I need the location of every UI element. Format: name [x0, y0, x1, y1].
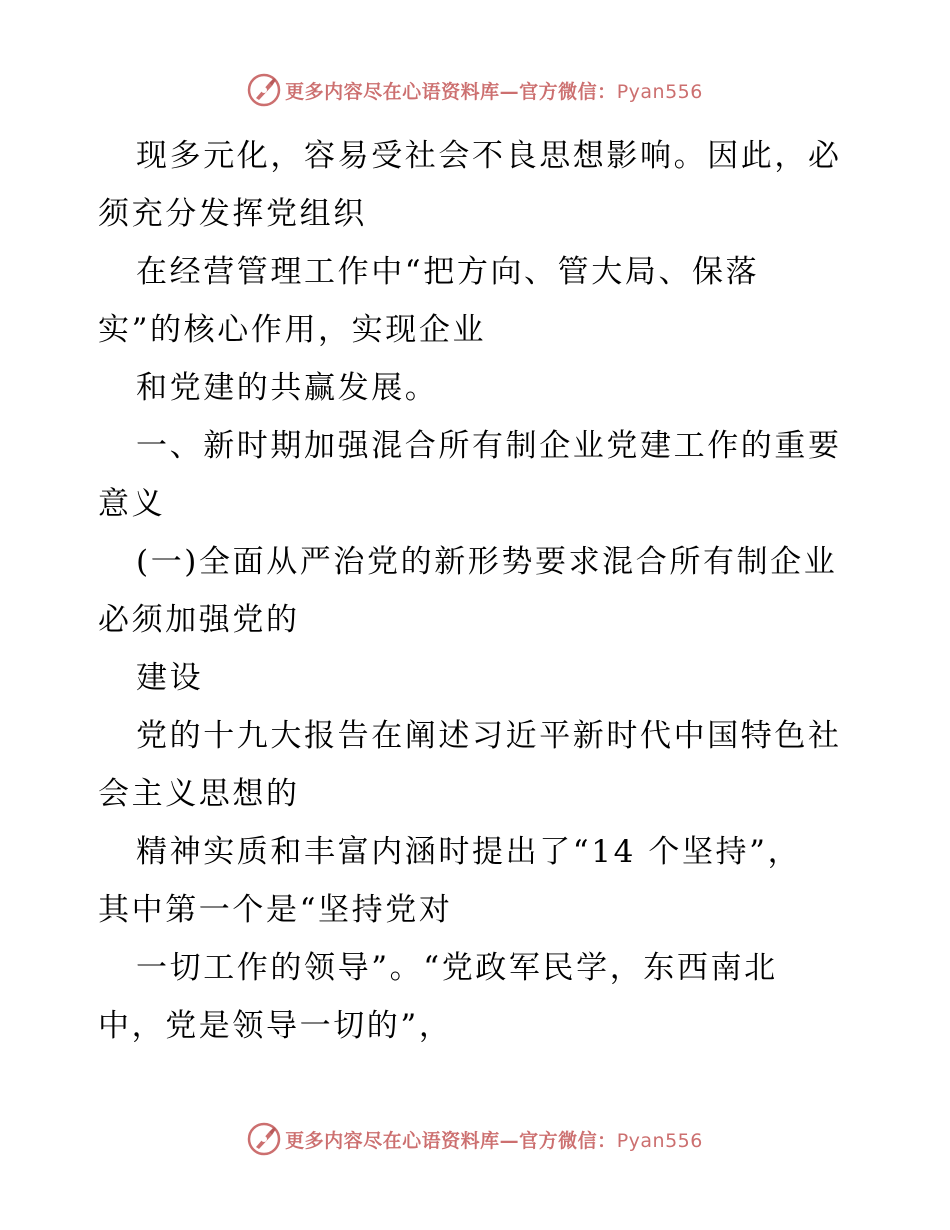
watermark-wechat-label: 官方微信： — [519, 1129, 617, 1152]
paragraph: 党的十九大报告在阐述习近平新时代中国特色社会主义思想的 — [98, 718, 842, 812]
quill-logo-icon — [247, 1122, 281, 1156]
watermark-separator: — — [499, 1129, 520, 1152]
watermark-brand: 更多内容尽在心语资料库 — [285, 1129, 500, 1152]
paragraph: 一切工作的领导”。“党政军民学，东西南北 中，党是领导一切的”， — [98, 950, 778, 1044]
section-heading: 一、新时期加强混合所有制企业党建工作的重要意义 — [98, 428, 842, 522]
watermark-wechat-id: Pyan556 — [616, 80, 703, 103]
watermark-brand: 更多内容尽在心语资料库 — [285, 80, 500, 103]
quill-logo-icon — [247, 73, 281, 107]
subsection-heading-continued: 建设 — [136, 660, 204, 696]
watermark-separator: — — [499, 80, 520, 103]
document-body — [98, 127, 858, 1055]
paragraph: 现多元化，容易受社会不良思想影响。因此，必须充分发挥党组织 — [98, 138, 842, 232]
watermark-wechat-label: 官方微信： — [519, 80, 617, 103]
paragraph: 精神实质和丰富内涵时提出了“14 个坚持”， 其中第一个是“坚持党对 — [98, 834, 802, 928]
watermark-wechat-id: Pyan556 — [616, 1129, 703, 1152]
paragraph: 在经营管理工作中“把方向、管大局、保落 实”的核心作用，实现企业 — [98, 254, 760, 348]
header-watermark — [0, 70, 950, 110]
paragraph: 和党建的共赢发展。 — [136, 370, 439, 406]
subsection-heading: (一)全面从严治党的新形势要求混合所有制企业必须加强党的 — [98, 544, 838, 638]
watermark-text — [285, 77, 703, 104]
watermark-text — [285, 1126, 703, 1153]
footer-watermark — [0, 1119, 950, 1159]
